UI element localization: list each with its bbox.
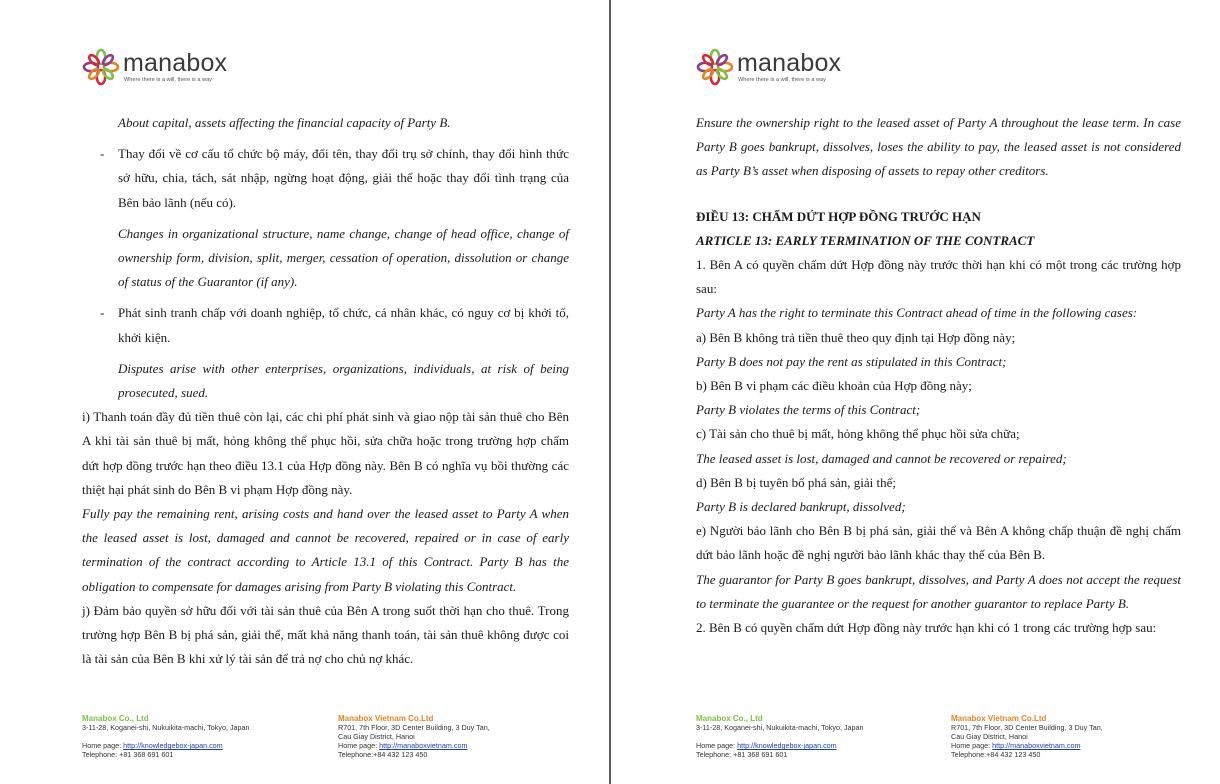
bullet-item — [82, 301, 569, 405]
case-d-en: Party B is declared bankrupt, dissolved; — [696, 499, 906, 515]
right-page-body — [696, 111, 1181, 640]
case-d-vi: d) Bên B bị tuyên bố phá sản, giải thể; — [696, 474, 897, 490]
footer-company-vn — [951, 714, 1191, 759]
homepage-link[interactable]: http://manaboxvietnam.com — [992, 741, 1081, 750]
paragraph-vi: Thay đổi về cơ cấu tổ chức bộ máy, đổi tên, thay đổi trụ sở chính, thay đổi hình thức sở hữu, chia, tách, sát nhập, ngừng hoạt động, giải thể hoặc thay đổi tình trạng của Bên bảo lãnh (nếu có). — [118, 146, 569, 210]
footer-telephone: Telephone:+84 432 123 450 — [951, 750, 1041, 759]
logo-tagline: Where there is a will, there is a way — [738, 77, 826, 83]
logo-tagline: Where there is a will, there is a way — [124, 77, 212, 83]
footer-address-line2: Cau Giay District, Hanoi — [338, 732, 415, 741]
clause-j-vi: j) Đảm bảo quyền sở hữu đối với tài sản thuê của Bên A trong suốt thời hạn cho thuê. Trong trường hợp Bên B bị phá sản, giải thể, mất khả năng thanh toán, tài sản thuê không được coi là tài sản của Bên B khi xử lý tài sản để trả nợ cho chủ nợ khác. — [82, 602, 569, 667]
bullet-item — [82, 142, 569, 294]
footer-address-line2: Cau Giay District, Hanoi — [951, 732, 1028, 741]
footer-company-name: Manabox Co., Ltd — [82, 714, 149, 723]
footer-company-jp — [82, 714, 322, 759]
case-b-vi: b) Bên B vi phạm các điều khoản của Hợp đồng này; — [696, 378, 972, 394]
footer-address-line1: R701, 7th Floor, 3D Center Building, 3 Duy Tan, — [338, 723, 490, 732]
article-heading-vi: ĐIỀU 13: CHẤM DỨT HỢP ĐỒNG TRƯỚC HẠN — [696, 208, 981, 224]
footer-address: 3-11-28, Koganei-shi, Nukuikita-machi, Tokyo, Japan — [696, 723, 864, 732]
clause-i-en: Fully pay the remaining rent, arising costs and hand over the leased asset to Party A when the leased asset is lost, damaged and cannot be recovered, repaired or in case of early termination of the contract according to Article 13.1 of this Contract. Party B has the obligation to compensate for damages arising from Party B violating this Contract. — [82, 506, 569, 594]
left-page-body — [82, 111, 569, 671]
footer-company-jp — [696, 714, 936, 759]
footer-company-vn — [338, 714, 578, 759]
footer-company-name: Manabox Vietnam Co.Ltd — [951, 714, 1047, 723]
case-e-vi: e) Người bảo lãnh cho Bên B bị phá sản, giải thể và Bên A không chấp thuận đề nghị chấm dứt bảo lãnh hoặc đề nghị người bảo lãnh khác thay thế của Bên B. — [696, 523, 1181, 563]
footer-address-line1: R701, 7th Floor, 3D Center Building, 3 Duy Tan, — [951, 723, 1103, 732]
document-page-right — [611, 0, 1220, 784]
paragraph-vi: Phát sinh tranh chấp với doanh nghiệp, tổ chức, cá nhân khác, có nguy cơ bị khởi tố, khởi kiện. — [118, 305, 569, 345]
case-c-en: The leased asset is lost, damaged and cannot be recovered or repaired; — [696, 450, 1067, 466]
clause-1-en: Party A has the right to terminate this Contract ahead of time in the following cases: — [696, 305, 1138, 321]
clause-i-vi: i) Thanh toán đầy đủ tiền thuê còn lại, các chi phí phát sinh và giao nộp tài sản thuê cho Bên A khi tài sản thuê bị mất, hỏng không thể phục hồi, sửa chữa hoặc trong trường hợp chấm dứt hợp đồng trước hạn theo điều 13.1 của Hợp đồng này. Bên B có nghĩa vụ bồi thường các thiệt hại phát sinh do Bên B vi phạm Hợp đồng này. — [82, 409, 569, 497]
bullet-dash: - — [100, 305, 105, 321]
footer-address: 3-11-28, Koganei-shi, Nukuikita-machi, Tokyo, Japan — [82, 723, 250, 732]
homepage-link[interactable]: http://manaboxvietnam.com — [379, 741, 468, 750]
footer-homepage-label: Home page: — [951, 741, 991, 750]
footer-homepage-label: Home page: — [696, 741, 736, 750]
footer-homepage-label: Home page: — [82, 741, 122, 750]
footer-company-name: Manabox Vietnam Co.Ltd — [338, 714, 434, 723]
bullet-dash: - — [100, 146, 105, 162]
article-heading-en: ARTICLE 13: EARLY TERMINATION OF THE CONTRACT — [696, 232, 1035, 248]
logo-wordmark: manabox — [123, 49, 228, 77]
case-a-en: Party B does not pay the rent as stipulated in this Contract; — [696, 353, 1007, 369]
paragraph-en: Changes in organizational structure, name change, change of head office, change of ownership form, division, split, merger, cessation of operation, dissolution or change of status of the Guarantor (if any). — [118, 225, 569, 290]
paragraph-en: Disputes arise with other enterprises, organizations, individuals, at risk of being prosecuted, sued. — [118, 360, 569, 401]
homepage-link[interactable]: http://knowledgebox-japan.com — [737, 741, 837, 750]
clause-1-vi: 1. Bên A có quyền chấm dứt Hợp đồng này trước thời hạn khi có một trong các trường hợp sau: — [696, 257, 1181, 297]
case-e-en: The guarantor for Party B goes bankrupt, dissolves, and Party A does not accept the request to terminate the guarantee or the request for another guarantor to replace Party B. — [696, 571, 1181, 611]
footer-telephone: Telephone: +81 368 691 601 — [82, 750, 174, 759]
manabox-flower-icon — [82, 48, 120, 86]
manabox-flower-icon — [696, 48, 734, 86]
case-a-vi: a) Bên B không trả tiền thuê theo quy định tại Hợp đồng này; — [696, 329, 1016, 345]
paragraph-en: Ensure the ownership right to the leased asset of Party A throughout the lease term. In case Party B goes bankrupt, dissolves, loses the ability to pay, the leased asset is not considered as Party B’s asset when disposing of assets to repay other creditors. — [696, 115, 1181, 179]
homepage-link[interactable]: http://knowledgebox-japan.com — [123, 741, 223, 750]
footer-telephone: Telephone:+84 432 123 450 — [338, 750, 428, 759]
case-b-en: Party B violates the terms of this Contract; — [696, 402, 921, 418]
paragraph: About capital, assets affecting the financial capacity of Party B. — [118, 115, 451, 130]
footer-telephone: Telephone: +81 368 691 601 — [696, 750, 788, 759]
footer-homepage-label: Home page: — [338, 741, 378, 750]
footer-company-name: Manabox Co., Ltd — [696, 714, 763, 723]
clause-2-vi: 2. Bên B có quyền chấm dứt Hợp đồng này trước hạn khi có 1 trong các trường hợp sau: — [696, 620, 1157, 636]
document-page-left — [0, 0, 609, 784]
logo-wordmark: manabox — [737, 49, 842, 77]
case-c-vi: c) Tài sản cho thuê bị mất, hỏng không thể phục hồi sửa chữa; — [696, 426, 1020, 442]
